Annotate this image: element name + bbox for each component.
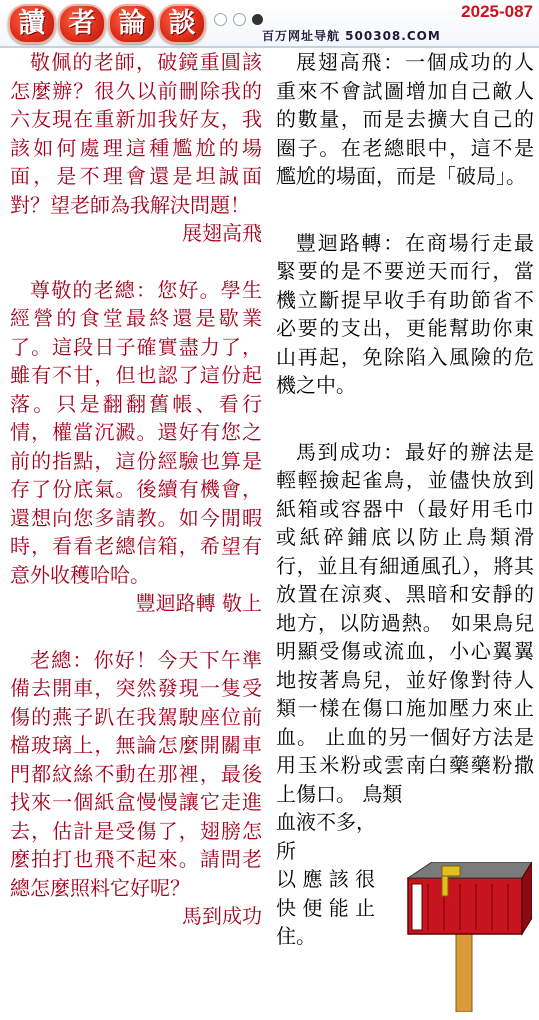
- title-char-3: 論: [108, 4, 156, 44]
- letter-3: 老總：你好！今天下午準備去開車，突然發現一隻受傷的燕子趴在我駕駛座位前檔玻璃上，無論怎麼開關車門都紋絲不動在那裡，最後找來一個紙盒慢慢讓它走進去，估計是受傷了，翅膀怎麼拍打也飛不起來。請問老總怎麼照料它好呢？: [10, 647, 262, 900]
- header-banner: [0, 0, 539, 48]
- letter-1: 敬佩的老師，破鏡重圓該怎麼辦？很久以前刪除我的六友現在重新加我好友，我該如何處理這種尷尬的場面，是不理會還是坦誠面對？望老師為我解決問題！: [10, 50, 262, 217]
- reply-2: 豐迴路轉：在商場行走最緊要的是不要逆天而行，當機立斷提早收手有助節省不必要的支出，更能幫助你東山再起，免除陷入風險的危機之中。: [276, 230, 534, 397]
- column-title: [8, 4, 206, 44]
- dot-icon: [252, 14, 263, 25]
- issue-number: 2025-087: [461, 2, 533, 21]
- letter-2-signature: 豐迴路轉 敬上: [135, 591, 262, 615]
- title-char-2: 者: [58, 4, 106, 44]
- circle-icon: [233, 13, 246, 26]
- decorative-dots: [214, 13, 263, 26]
- site-watermark: 百万网址导航 500308.COM: [262, 29, 441, 43]
- letter-1-signature: 展翅高飛: [182, 221, 262, 245]
- reply-3-tail-2: 以 應 該 很: [276, 867, 376, 891]
- reply-3-tail-4: 住。: [276, 924, 316, 948]
- mailbox-icon: [398, 862, 532, 1012]
- reply-3-tail-1: 血液不多，所: [276, 810, 376, 863]
- reply-1: 展翅高飛：一個成功的人重來不會試圖增加自己敵人的數量，而是去擴大自己的圈子。在老總眼中，這不是尷尬的場面，而是「破局」。: [276, 50, 534, 188]
- reply-3: 馬到成功：最好的辦法是輕輕撿起雀鳥，並儘快放到紙箱或容器中（最好用毛巾或紙碎鋪底以防止鳥類滑行，並且有細通風孔），將其放置在涼爽、黑暗和安靜的地方，以防過熱。 如果鳥兒明顯受傷或流血，小心翼翼地按著鳥兒，並好像對待人類一樣在傷口施加壓力來止血。 止血的另一個好方法是用玉米粉或雲南白藥藥粉撒上傷口。 鳥類: [276, 439, 534, 806]
- reader-letters-column: [10, 48, 262, 931]
- title-char-4: 談: [158, 4, 206, 44]
- reply-3-tail-3: 快 便 能 止: [276, 895, 376, 920]
- circle-icon: [214, 13, 227, 26]
- replies-column: [276, 48, 534, 951]
- letter-3-signature: 馬到成功: [182, 904, 262, 928]
- letter-2: 尊敬的老總：您好。學生經營的食堂最終還是歇業了。這段日子確實盡力了，雖有不甘，但也認了這份起落。只是翻翻舊帳、看行情，權當沉澱。還好有您之前的指點，這份經驗也算是存了份底氣。後續有機會，還想向您多請教。如今閒暇時，看看老總信箱，希望有意外收穫哈哈。: [10, 277, 262, 587]
- title-char-1: 讀: [8, 4, 56, 44]
